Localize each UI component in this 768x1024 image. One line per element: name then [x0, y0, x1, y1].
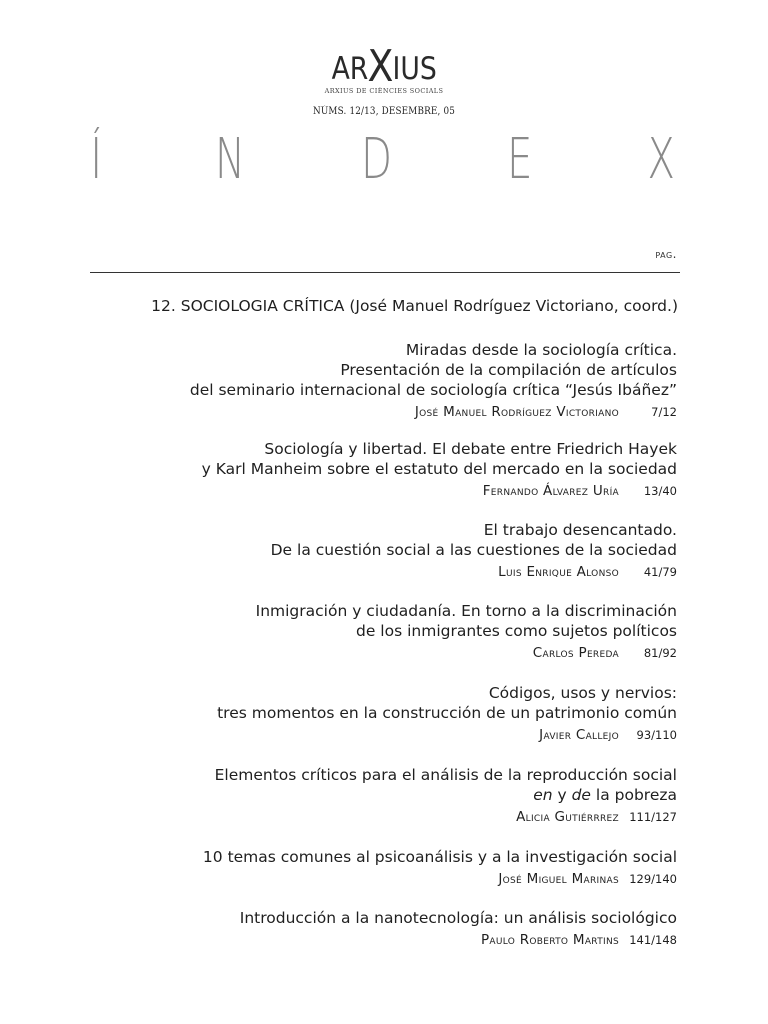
entry-title-line: Introducción a la nanotecnología: un análisis sociológico [239, 909, 677, 927]
entry-title-line: y Karl Manheim sobre el estatuto del mercado en la sociedad [201, 460, 677, 478]
italic-word: en [533, 786, 553, 804]
toc-entry [215, 765, 677, 825]
logo-text-x: X [367, 41, 394, 92]
entry-author: Carlos Pereda [532, 645, 619, 661]
entry-title-line: del seminario internacional de sociología crítica “Jesús Ibáñez” [189, 381, 677, 399]
entry-pages: 41/79 [643, 565, 677, 579]
entry-pages: 93/110 [636, 728, 677, 742]
index-letter: Í [90, 127, 103, 192]
entry-title-line: Sociología y libertad. El debate entre Friedrich Hayek [264, 440, 677, 458]
entry-title-line: De la cuestión social a las cuestiones de la sociedad [270, 541, 677, 559]
entry-title-line: de los inmigrantes como sujetos políticos [356, 622, 677, 640]
entry-author: José Manuel Rodríguez Victoriano [414, 404, 619, 420]
toc-entry [202, 439, 677, 499]
index-letter: D [360, 127, 392, 192]
entry-title-fragment: la pobreza [590, 786, 677, 804]
toc-entry [240, 908, 677, 948]
header-divider [90, 272, 680, 273]
entry-author: Alicia Gutiérrrez [516, 809, 619, 825]
logo-subtitle: ARXIUS DE CIÈNCIES SOCIALS [324, 87, 444, 95]
entry-pages: 13/40 [643, 484, 677, 498]
toc-entry [190, 340, 677, 420]
index-letter: N [214, 127, 245, 192]
toc-entry [203, 847, 677, 887]
entry-title-line [215, 785, 677, 805]
entry-title-line: Presentación de la compilación de artículos [340, 361, 677, 379]
entry-title-line: Elementos críticos para el análisis de la reproducción social [214, 766, 677, 784]
entry-title-line: El trabajo desencantado. [483, 521, 677, 539]
page-column-label: pag. [655, 247, 677, 261]
entry-title-fragment: y [552, 786, 572, 804]
logo-text-start: AR [331, 51, 369, 87]
toc-entry [271, 520, 677, 580]
entry-author: José Miguel Marinas [498, 871, 619, 887]
journal-logo [0, 41, 768, 95]
entry-title-line: tres momentos en la construcción de un patrimonio común [217, 704, 677, 722]
entry-pages: 7/12 [651, 405, 677, 419]
logo-text-end: IUS [392, 51, 437, 87]
entry-author: Javier Callejo [539, 727, 619, 743]
entry-pages: 129/140 [629, 872, 677, 886]
entry-author: Fernando Álvarez Uría [482, 483, 619, 499]
entry-pages: 81/92 [643, 646, 677, 660]
entry-title-line: Códigos, usos y nervios: [488, 684, 677, 702]
index-title [88, 125, 680, 195]
entry-title-line: Miradas desde la sociología crítica. [405, 341, 677, 359]
issue-info: NÚMS. 12/13, DESEMBRE, 05 [312, 106, 456, 117]
toc-entry [256, 601, 677, 661]
section-heading: 12. SOCIOLOGIA CRÍTICA (José Manuel Rodríguez Victoriano, coord.) [151, 297, 678, 315]
entry-pages: 111/127 [629, 810, 677, 824]
index-letter: E [507, 127, 533, 192]
entry-title-line: 10 temas comunes al psicoanálisis y a la investigación social [202, 848, 677, 866]
toc-entry [217, 683, 677, 743]
entry-pages: 141/148 [629, 933, 677, 947]
entry-author: Luis Enrique Alonso [498, 564, 619, 580]
entry-author: Paulo Roberto Martins [480, 932, 619, 948]
entry-title-line: Inmigración y ciudadanía. En torno a la discriminación [255, 602, 677, 620]
italic-word: de [571, 786, 591, 804]
index-letter: X [646, 127, 675, 192]
